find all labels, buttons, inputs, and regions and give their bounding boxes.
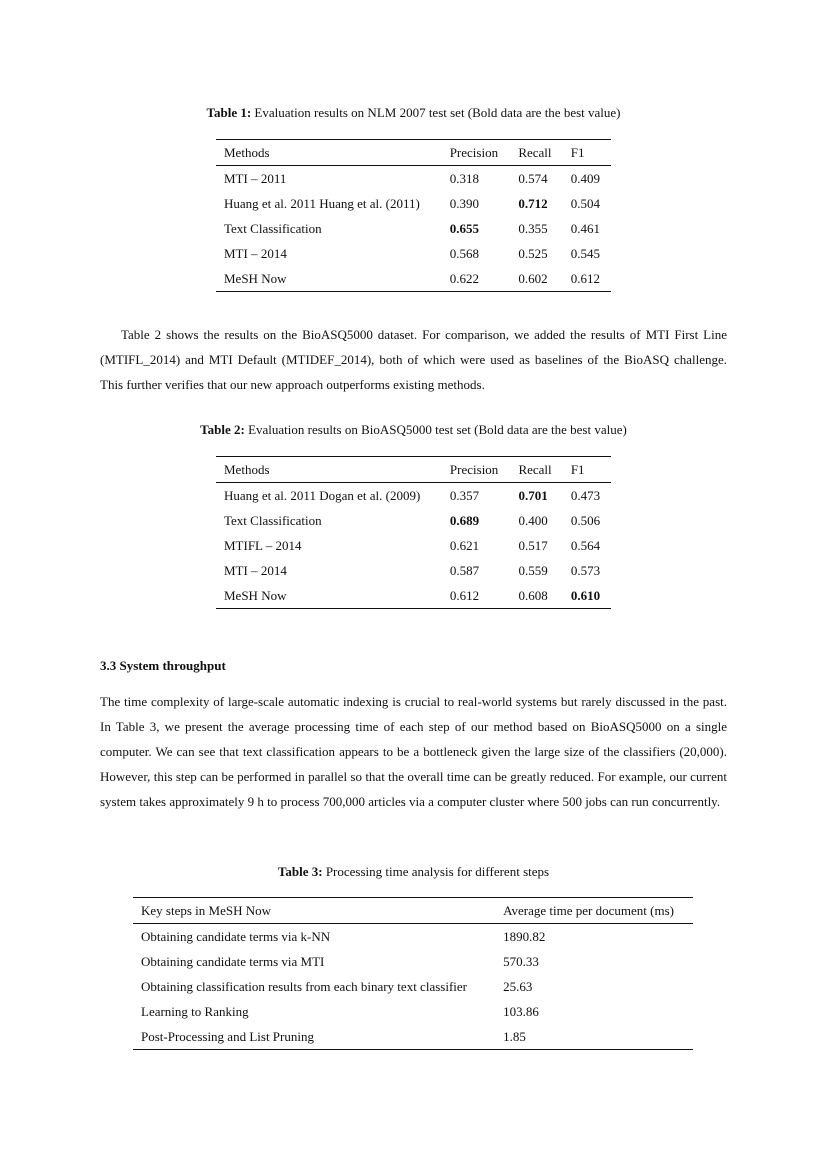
table-cell: 570.33 (503, 953, 539, 969)
body-paragraph: The time complexity of large-scale automatic indexing is crucial to real-world systems but rarely discussed in the past. In Table 3, we present the average processing time of each step of our method based on BioASQ5000 on a single computer. We can see that text classification appears to be a bottleneck given the large size of the classifiers (20,000). However, this step can be performed in parallel so that the overall time can be greatly reduced. For example, our current system takes approximately 9 h to process 700,000 articles via a computer cluster where 500 jobs can run concurrently. (100, 694, 727, 809)
column-header: F1 (570, 461, 585, 477)
table-cell: 0.504 (570, 195, 600, 211)
table3-caption (0, 864, 827, 880)
table-cell: 0.701 (518, 487, 548, 503)
table-cell: 0.564 (570, 537, 601, 553)
table-cell: 103.86 (503, 1003, 539, 1019)
table-row (216, 191, 611, 216)
table-cell: MTI – 2014 (224, 245, 287, 261)
table-row (133, 924, 693, 950)
column-header: Recall (518, 461, 552, 477)
table-cell: 0.355 (518, 220, 548, 236)
table-row (216, 483, 611, 509)
table-cell: Obtaining candidate terms via MTI (141, 953, 325, 969)
table-cell: 0.409 (570, 170, 600, 186)
column-header: Recall (518, 144, 552, 160)
table-cell: 1890.82 (503, 928, 546, 944)
table1-caption-label: Table 1: (206, 105, 252, 120)
column-header: Key steps in MeSH Now (141, 902, 271, 918)
column-header: Precision (449, 144, 499, 160)
column-header: F1 (570, 144, 585, 160)
table-row (216, 216, 611, 241)
table-cell: 0.473 (570, 487, 601, 503)
table-cell: 0.621 (449, 537, 480, 553)
table-cell: 25.63 (503, 978, 533, 994)
table-row (216, 166, 611, 192)
table-row (133, 999, 693, 1024)
table-cell: 0.517 (518, 537, 548, 553)
table-row (216, 508, 611, 533)
body-paragraph: Table 2 shows the results on the BioASQ5000 dataset. For comparison, we added the results of MTI First Line (MTIFL_2014) and MTI Default (MTIDEF_2014), both of which were used as baselines of the BioASQ challenge. This further verifies that our new approach outperforms existing methods. (100, 327, 727, 392)
table-cell: 0.689 (449, 512, 480, 528)
table-cell: Obtaining candidate terms via k-NN (141, 928, 331, 944)
table-cell: MTI – 2011 (224, 170, 287, 186)
table-cell: 0.461 (570, 220, 600, 236)
table-row (216, 241, 611, 266)
column-header: Average time per document (ms) (503, 902, 674, 918)
table-row (133, 974, 693, 999)
table-cell: 0.612 (570, 270, 600, 286)
column-header: Methods (224, 144, 270, 160)
column-header: Methods (224, 461, 270, 477)
table-cell: 0.318 (449, 170, 479, 186)
table-cell: 0.587 (449, 562, 480, 578)
table-cell: 0.390 (449, 195, 479, 211)
table-cell: MTI – 2014 (224, 562, 287, 578)
table2-caption-label: Table 2: (200, 422, 245, 437)
table-cell: Huang et al. 2011 Dogan et al. (2009) (224, 487, 421, 503)
table-cell: 1.85 (503, 1028, 526, 1044)
table-cell: 0.574 (518, 170, 548, 186)
table-cell: 0.525 (518, 245, 548, 261)
table-row (216, 266, 611, 292)
table-header-row (216, 457, 611, 483)
table-cell: 0.357 (449, 487, 480, 503)
section-heading: 3.3 System throughput (100, 658, 226, 673)
table-cell: Text Classification (224, 220, 322, 236)
table-cell: 0.400 (518, 512, 548, 528)
table-cell: Huang et al. 2011 Huang et al. (2011) (224, 195, 420, 211)
table-row (133, 949, 693, 974)
table-cell: Learning to Ranking (141, 1003, 249, 1019)
table3-caption-label: Table 3: (277, 864, 323, 879)
table-cell: 0.573 (570, 562, 601, 578)
table-header-row (133, 898, 693, 924)
table-cell: 0.545 (570, 245, 600, 261)
table2-caption (0, 422, 827, 438)
table3-caption-text: Processing time analysis for different steps (322, 864, 550, 879)
table-cell: 0.559 (518, 562, 548, 578)
table-row (133, 1024, 693, 1050)
table-cell: 0.602 (518, 270, 548, 286)
table-cell: MTIFL – 2014 (224, 537, 302, 553)
table-cell: 0.610 (570, 587, 601, 603)
table-cell: MeSH Now (224, 587, 287, 603)
table-cell: 0.506 (570, 512, 601, 528)
table-row (216, 583, 611, 609)
table-cell: MeSH Now (224, 270, 287, 286)
table2-caption-text: Evaluation results on BioASQ5000 test set (Bold data are the best value) (244, 422, 627, 437)
table-cell: 0.622 (449, 270, 479, 286)
table-row (216, 533, 611, 558)
table-cell: 0.655 (449, 220, 479, 236)
table1 (216, 139, 611, 292)
table2 (216, 456, 611, 609)
table1-caption-text: Evaluation results on NLM 2007 test set (Bold data are the best value) (251, 105, 621, 120)
table-cell: Obtaining classification results from each binary text classifier (141, 978, 467, 994)
table-cell: 0.712 (518, 195, 548, 211)
table-header-row (216, 140, 611, 166)
table-cell: Post-Processing and List Pruning (141, 1028, 314, 1044)
table-row (216, 558, 611, 583)
table3 (133, 897, 693, 1050)
column-header: Precision (449, 461, 499, 477)
table1-caption (0, 105, 827, 121)
table-cell: Text Classification (224, 512, 322, 528)
table-cell: 0.608 (518, 587, 548, 603)
table-cell: 0.568 (449, 245, 479, 261)
table-cell: 0.612 (449, 587, 480, 603)
